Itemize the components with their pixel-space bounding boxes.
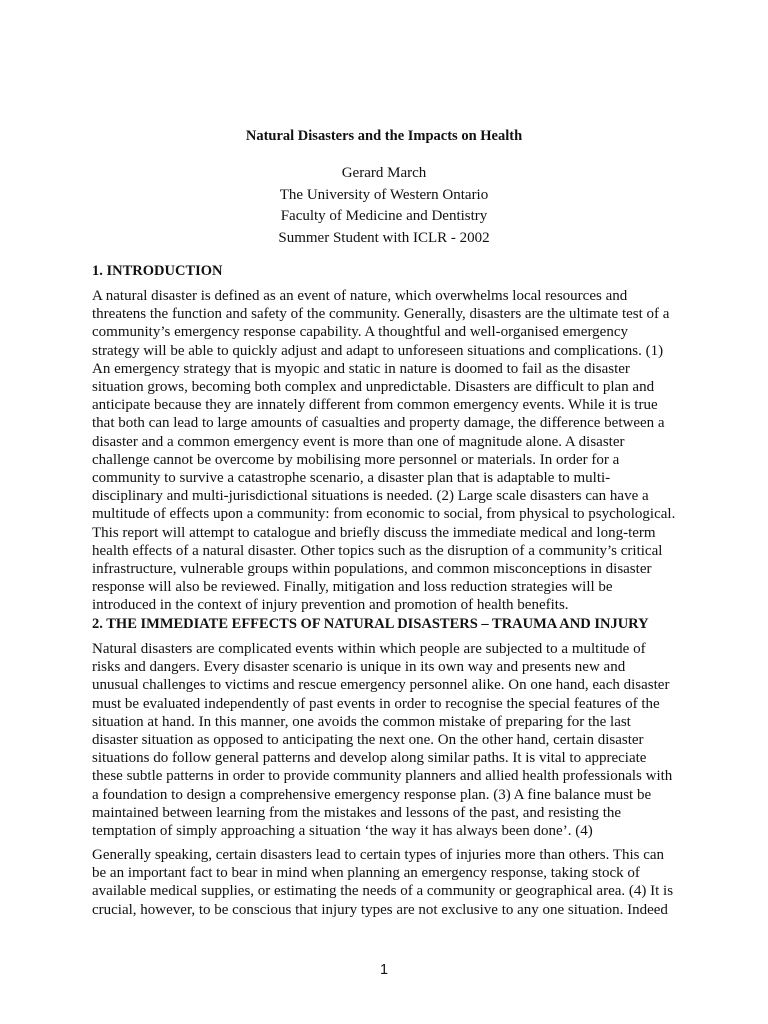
- author-affiliation: Summer Student with ICLR - 2002: [278, 229, 490, 246]
- paragraph-line: disciplinary and multi-jurisdictional situations is needed. (2) Large scale disasters can have a: [92, 488, 649, 505]
- paragraph-line: these subtle patterns in order to provide community planners and allied health professionals with: [92, 768, 673, 785]
- paragraph-line: This report will attempt to catalogue and briefly discuss the immediate medical and long-term: [92, 524, 656, 541]
- author-name: Gerard March: [341, 165, 427, 181]
- page-number: 1: [379, 962, 389, 978]
- paragraph-line: health effects of a natural disaster. Other topics such as the disruption of a community’s critical: [92, 542, 663, 559]
- paragraph-line: introduced in the context of injury prevention and promotion of health benefits.: [92, 597, 569, 614]
- immediate-effects-paragraph-1: [92, 640, 682, 840]
- paragraph-line: multitude of effects upon a community: from economic to social, from physical to psychological.: [92, 506, 676, 523]
- paragraph-line: crucial, however, to be conscious that injury types are not exclusive to any one situation. Indeed: [92, 901, 668, 918]
- paragraph-line: situation grows, becoming both complex and unpredictable. Disasters are difficult to plan and: [92, 379, 655, 396]
- paragraph-line: disaster situation as opposed to anticipating the next one. On the other hand, certain disaster: [92, 732, 644, 749]
- paragraph-line: unusual challenges to victims and rescue emergency personnel alike. On one hand, each disaster: [92, 677, 670, 694]
- paragraph-line: risks and dangers. Every disaster scenario is unique in its own way and presents new and: [92, 659, 626, 676]
- paragraph-line: disaster and a common emergency event is more than one of magnitude alone. A disaster: [92, 433, 625, 450]
- paragraph-line: response will also be reviewed. Finally, mitigation and loss reduction strategies will be: [92, 579, 613, 596]
- document-title: Natural Disasters and the Impacts on Health: [245, 128, 523, 144]
- paragraph-line: maintained between learning from the mistakes and lessons of the past, and resisting the: [92, 804, 622, 821]
- paragraph-line: be an important fact to bear in mind when planning an emergency response, taking stock of: [92, 865, 640, 882]
- paragraph-line: strategy will be able to quickly adjust and adapt to unforeseen situations and complications. (1): [92, 342, 664, 359]
- paragraph-line: Generally speaking, certain disasters lead to certain types of injuries more than others. This can: [92, 847, 665, 863]
- paragraph-line: A natural disaster is defined as an event of nature, which overwhelms local resources and: [92, 288, 628, 304]
- paragraph-line: situations do follow general patterns and develop along similar paths. It is vital to appreciate: [92, 750, 647, 767]
- author-block: [0, 163, 768, 249]
- paragraph-line: a foundation to design a comprehensive emergency response plan. (3) A fine balance must be: [92, 786, 652, 803]
- paragraph-line: anticipate because they are innately different from common emergency events. While it is true: [92, 397, 658, 414]
- paragraph-line: temptation of simply approaching a situation ‘the way it has always been done’. (4): [92, 823, 593, 840]
- section-heading-immediate-effects: 2. THE IMMEDIATE EFFECTS OF NATURAL DISASTERS – TRAUMA AND INJURY: [92, 616, 649, 632]
- paragraph-line: infrastructure, vulnerable groups within populations, and common misconceptions in disaster: [92, 561, 652, 578]
- paragraph-line: Natural disasters are complicated events within which people are subjected to a multitude of: [92, 641, 646, 657]
- paragraph-line: that both can lead to large amounts of casualties and property damage, the difference between a: [92, 415, 665, 432]
- paragraph-line: An emergency strategy that is myopic and static in nature is doomed to fail as the disaster: [92, 360, 630, 377]
- immediate-effects-paragraph-2: [92, 846, 682, 919]
- paragraph-line: threatens the function and safety of the community. Generally, disasters are the ultimate test of a: [92, 306, 670, 323]
- introduction-paragraph: [92, 287, 682, 615]
- paragraph-line: community’s emergency response capability. A thoughtful and well-organised emergency: [92, 324, 628, 341]
- author-faculty: Faculty of Medicine and Dentistry: [280, 208, 488, 224]
- paragraph-line: available medical supplies, or estimating the needs of a community or geographical area. (4) It is: [92, 883, 674, 900]
- paragraph-line: challenge cannot be overcome by mobilising more personnel or materials. In order for a: [92, 451, 620, 468]
- section-heading-introduction: 1. INTRODUCTION: [92, 263, 223, 279]
- paragraph-line: community to survive a catastrophe scenario, a disaster plan that is adaptable to multi-: [92, 470, 611, 487]
- paragraph-line: situation at hand. In this manner, one avoids the common mistake of preparing for the last: [92, 713, 631, 730]
- paragraph-line: must be evaluated independently of past events in order to recognise the special features of the: [92, 695, 660, 712]
- author-university: The University of Western Ontario: [279, 186, 489, 203]
